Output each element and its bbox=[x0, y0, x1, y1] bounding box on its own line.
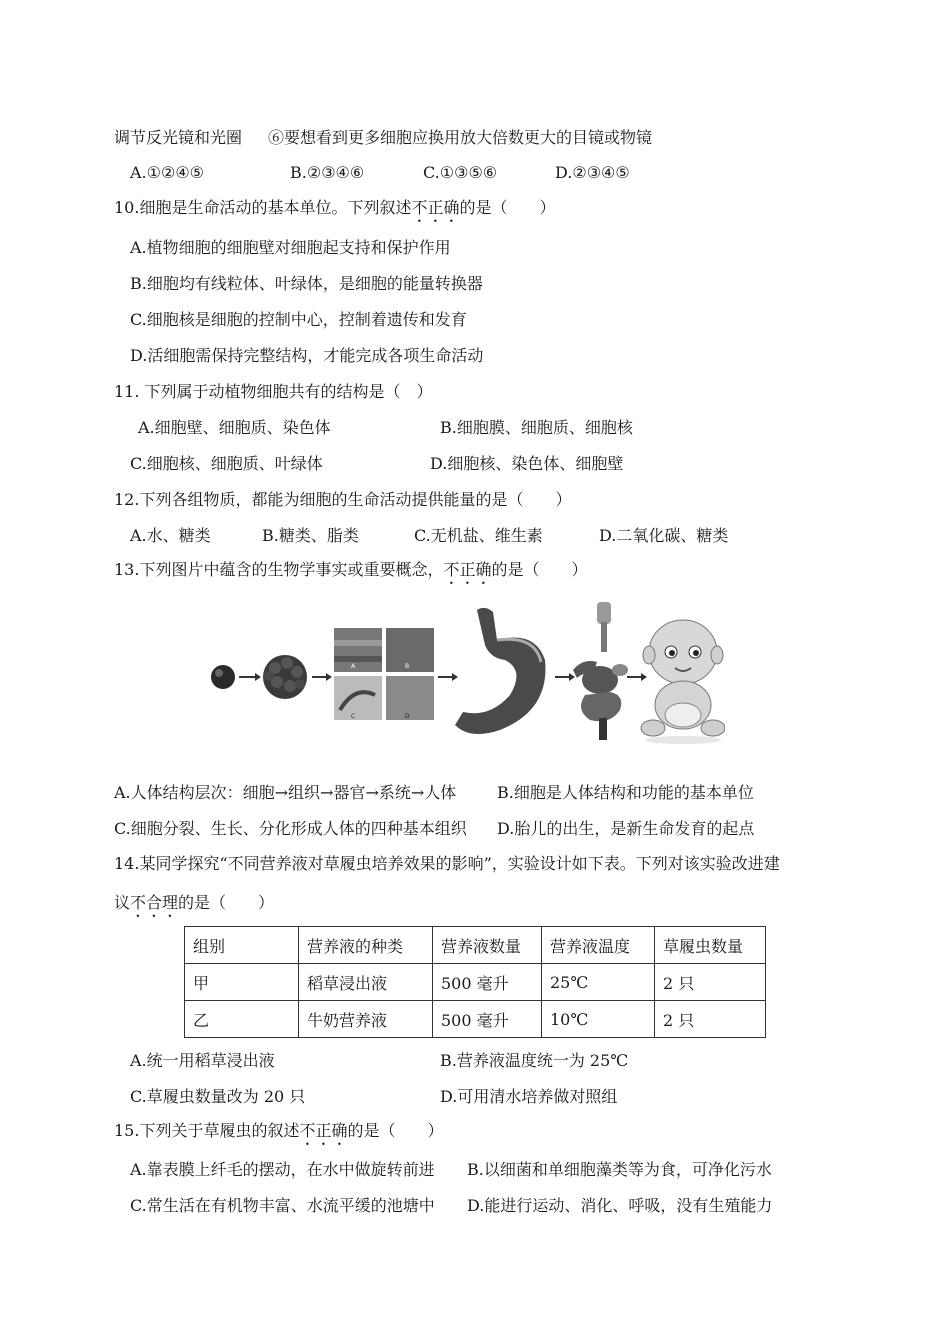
q12-option-c: C.无机盐、维生素 bbox=[414, 526, 543, 545]
experiment-table bbox=[184, 926, 766, 1038]
q10-stem-b: 的是（ ） bbox=[459, 198, 556, 217]
table-cell: 25℃ bbox=[542, 964, 655, 1001]
q14-option-b: B.营养液温度统一为 25℃ bbox=[440, 1051, 629, 1070]
q11-stem: 11. 下列属于动植物细胞共有的结构是（ ） bbox=[114, 382, 433, 401]
human-development-figure bbox=[205, 600, 725, 745]
q14-option-d: D.可用清水培养做对照组 bbox=[440, 1087, 618, 1106]
table-header-row bbox=[185, 927, 766, 964]
q14-option-a: A.统一用稻草浸出液 bbox=[130, 1051, 275, 1070]
q15-stem-b: 的是（ ） bbox=[347, 1121, 444, 1140]
arrow-icon bbox=[555, 673, 575, 681]
q10-emphasis: 不正确 bbox=[411, 198, 460, 217]
q10-option-b: B.细胞均有线粒体、叶绿体，是细胞的能量转换器 bbox=[130, 274, 483, 293]
q14-option-c: C.草履虫数量改为 20 只 bbox=[130, 1087, 306, 1106]
q10-stem bbox=[114, 197, 555, 226]
q13-stem-b: 的是（ ） bbox=[491, 560, 588, 579]
digestive-system-icon bbox=[573, 602, 628, 740]
q13-option-c: C.细胞分裂、生长、分化形成人体的四种基本组织 bbox=[114, 819, 467, 838]
arrow-icon bbox=[312, 673, 332, 681]
table-cell: 甲 bbox=[185, 964, 299, 1001]
table-cell: 500 毫升 bbox=[433, 964, 542, 1001]
q13-option-d: D.胎儿的出生，是新生命发育的起点 bbox=[497, 819, 755, 838]
q9-text-b: ⑥要想看到更多细胞应换用放大倍数更大的目镜或物镜 bbox=[268, 128, 653, 147]
q15-option-a: A.靠表膜上纤毛的摆动，在水中做旋转前进 bbox=[130, 1160, 435, 1179]
cell-cluster-icon bbox=[263, 655, 307, 699]
q15-option-c: C.常生活在有机物丰富、水流平缓的池塘中 bbox=[130, 1196, 435, 1215]
q13-option-b: B.细胞是人体结构和功能的基本单位 bbox=[497, 783, 754, 802]
q15-stem bbox=[114, 1120, 443, 1149]
q10-option-d: D.活细胞需保持完整结构，才能完成各项生命活动 bbox=[130, 346, 484, 365]
q9-option-c: C.①③⑤⑥ bbox=[423, 163, 498, 182]
q13-emphasis: 不正确 bbox=[443, 560, 492, 579]
table-cell: 牛奶营养液 bbox=[299, 1001, 433, 1038]
q11-option-d: D.细胞核、染色体、细胞壁 bbox=[430, 454, 624, 473]
arrow-icon bbox=[239, 673, 261, 681]
table-header: 组别 bbox=[185, 927, 299, 964]
table-cell: 稻草浸出液 bbox=[299, 964, 433, 1001]
q15-option-d: D.能进行运动、消化、呼吸，没有生殖能力 bbox=[467, 1196, 773, 1215]
q13-option-a: A.人体结构层次：细胞→组织→器官→系统→人体 bbox=[114, 783, 457, 802]
q13-stem-a: 13.下列图片中蕴含的生物学事实或重要概念， bbox=[114, 560, 444, 579]
q12-option-a: A.水、糖类 bbox=[130, 526, 211, 545]
table-cell: 2 只 bbox=[655, 1001, 766, 1038]
q10-stem-a: 10.细胞是生命活动的基本单位。下列叙述 bbox=[114, 198, 412, 217]
tissue-label-a: A bbox=[351, 663, 356, 670]
baby-icon bbox=[641, 620, 725, 744]
tissue-panels bbox=[334, 628, 434, 720]
q9-option-d: D.②③④⑤ bbox=[555, 163, 630, 182]
tissue-label-d: D bbox=[405, 713, 410, 720]
table-row bbox=[185, 1001, 766, 1038]
table-cell: 2 只 bbox=[655, 964, 766, 1001]
q9-continuation bbox=[114, 127, 652, 149]
q14-emphasis: 不合理 bbox=[130, 893, 179, 912]
q11-option-a: A.细胞壁、细胞质、染色体 bbox=[138, 418, 331, 437]
q14-stem-b: 的是（ ） bbox=[178, 893, 275, 912]
table-cell: 10℃ bbox=[542, 1001, 655, 1038]
stomach-icon bbox=[455, 608, 545, 734]
table-header: 营养液数量 bbox=[433, 927, 542, 964]
cell-icon bbox=[211, 665, 235, 689]
q12-option-d: D.二氧化碳、糖类 bbox=[599, 526, 729, 545]
q15-option-b: B.以细菌和单细胞藻类等为食，可净化污水 bbox=[467, 1160, 772, 1179]
q14-stem-line1: 14.某同学探究“不同营养液对草履虫培养效果的影响”，实验设计如下表。下列对该实验改进建 bbox=[114, 854, 780, 873]
table-row bbox=[185, 964, 766, 1001]
q13-stem bbox=[114, 559, 587, 588]
q14-stem-a: 议 bbox=[114, 893, 131, 912]
table-header: 草履虫数量 bbox=[655, 927, 766, 964]
tissue-label-b: B bbox=[405, 663, 410, 670]
tissue-label-c: C bbox=[351, 713, 356, 720]
q14-stem-line2 bbox=[114, 892, 274, 921]
table-cell: 500 毫升 bbox=[433, 1001, 542, 1038]
q15-emphasis: 不正确 bbox=[299, 1121, 348, 1140]
q10-option-a: A.植物细胞的细胞壁对细胞起支持和保护作用 bbox=[130, 238, 451, 257]
q12-option-b: B.糖类、脂类 bbox=[262, 526, 359, 545]
q9-option-b: B.②③④⑥ bbox=[290, 163, 365, 182]
q9-text-a: 调节反光镜和光圈 bbox=[114, 128, 243, 147]
arrow-icon bbox=[438, 673, 458, 681]
q9-option-a: A.①②④⑤ bbox=[130, 163, 205, 182]
table-cell: 乙 bbox=[185, 1001, 299, 1038]
q12-stem: 12.下列各组物质，都能为细胞的生命活动提供能量的是（ ） bbox=[114, 490, 572, 509]
table-header: 营养液温度 bbox=[542, 927, 655, 964]
q11-option-c: C.细胞核、细胞质、叶绿体 bbox=[130, 454, 323, 473]
table-header: 营养液的种类 bbox=[299, 927, 433, 964]
q10-option-c: C.细胞核是细胞的控制中心，控制着遗传和发育 bbox=[130, 310, 467, 329]
q11-option-b: B.细胞膜、细胞质、细胞核 bbox=[440, 418, 633, 437]
q15-stem-a: 15.下列关于草履虫的叙述 bbox=[114, 1121, 300, 1140]
arrow-icon bbox=[627, 673, 647, 681]
